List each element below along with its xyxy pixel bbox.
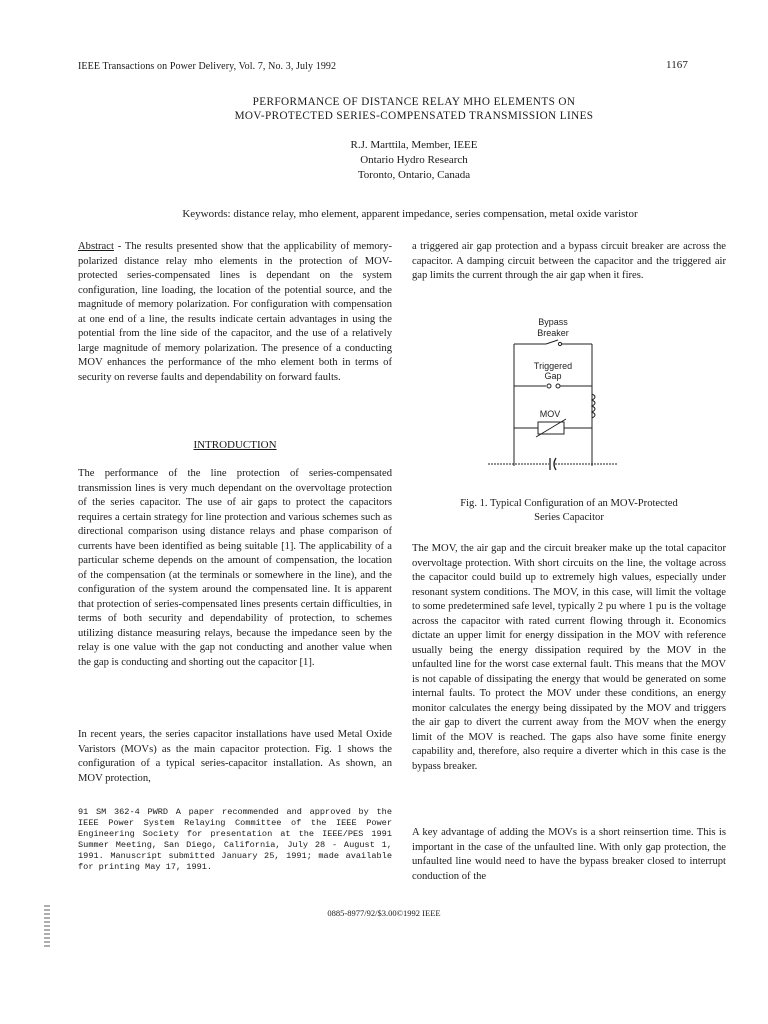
gap-label-1: Triggered xyxy=(533,361,573,371)
keywords: Keywords: distance relay, mho element, apparent impedance, series compensation, metal oxide varistor xyxy=(182,208,638,220)
section-heading-introduction xyxy=(78,439,392,451)
abstract-label: Abstract xyxy=(78,241,114,252)
footnote: 91 SM 362-4 PWRD A paper recommended and approved by the IEEE Power System Relaying Committee of the IEEE Power Engineering Society for presentation at the IEEE/PES 1991 Summer Meeting, San Diego, California, July 28 - August 1, 1991. Manuscript submitted January 25, 1991; made available for printing May 17, 1991. xyxy=(78,807,392,872)
gap-electrode-right xyxy=(556,384,560,388)
breaker-contact xyxy=(546,340,558,344)
introduction-paragraph-1 xyxy=(78,467,392,670)
intro-para-1-text: The performance of the line protection of series-compensated transmission lines is very much dependant on the overvoltage protection of the series capacitor. The use of air gaps to protect the capacitors requires a certain strategy for line protection and various schemes such as directional comparison using distance relays and phase comparison of currents have been identified as being suitable [1]. The applicability of a particular scheme depends on the amount of compensation, the location of the compensation (at the terminals or somewhere in the line), and the configuration of the system around the compensated line. It is apparent that protection of series-compensated lines presents certain difficulties, in terms of both security and dependability of protection, to schemes utilizing distance measuring relays, because the impedance seen by the relay is one value with the gap not conducting and another value when the gap is conducting and shorting out the capacitor [1]. xyxy=(78,468,392,668)
figure-1-circuit-diagram xyxy=(488,316,618,471)
author-affiliation: Ontario Hydro Research xyxy=(360,154,468,166)
abstract-text: - The results presented show that the applicability of memory-polarized distance relay mho elements in the protection of MOV-protected series-compensated lines is dependant on the system configuration, line loading, the location of the potential source, and the magnitude of memory polarization. For configuration with compensation at one end of a line, the results indicate certain advantages in using the potential from the line side of the capacitor, and the use of a relatively large magnitude of memory polarization. The presence of a conducting MOV enhances the performance of the mho element both in terms of security on reverse faults and dependability on forward faults. xyxy=(78,241,392,383)
bypass-label-1: Bypass xyxy=(538,317,568,327)
right-para-1-text: a triggered air gap protection and a bypass circuit breaker are across the capacitor. A damping circuit between the capacitor and the triggered air gap limits the current through the air gap when it fires. xyxy=(412,241,726,281)
figure-caption-line-1: Fig. 1. Typical Configuration of an MOV-Protected xyxy=(460,498,678,509)
right-paragraph-2 xyxy=(412,542,726,774)
right-paragraph-1 xyxy=(412,240,726,284)
author-name: R.J. Marttila, Member, IEEE xyxy=(350,139,478,151)
mov-label: MOV xyxy=(539,409,561,419)
copyright-code: 0885-8977/92/$3.00©1992 IEEE xyxy=(327,908,441,918)
introduction-paragraph-2 xyxy=(78,728,392,786)
abstract xyxy=(78,240,392,385)
title-line-1: PERFORMANCE OF DISTANCE RELAY MHO ELEMENTS ON xyxy=(252,96,576,108)
gap-electrode-left xyxy=(547,384,551,388)
title-line-2: MOV-PROTECTED SERIES-COMPENSATED TRANSMISSION LINES xyxy=(234,110,594,122)
right-para-2-text: The MOV, the air gap and the circuit breaker make up the total capacitor overvoltage protection. With short circuits on the line, the voltage across the capacitor could build up to extremely high values, especially under resonant system conditions. The MOV, in this case, will limit the voltage to some predetermined safe level, typically 2 pu where 1 pu is the voltage across the capacitor with rated current flowing through it. Economics dictate an upper limit for energy dissipation in the MOV with reference usually being the energy dissipation required by the MOV in the unfaulted line for the worst case external fault. This means that the MOV is not capable of dissipating the energy that would be generated on some internal faults. To protect the MOV under these conditions, an energy monitor calculates the energy being dissipated by the MOV and triggers the air gap to divert the current away from the MOV when the energy limit of the MOV is reached. The gaps also have some finite energy capability and, therefore, also require a diverter which in this case is the bypass breaker. xyxy=(412,543,726,772)
journal-citation: IEEE Transactions on Power Delivery, Vol. 7, No. 3, July 1992 xyxy=(78,61,337,72)
right-paragraph-3 xyxy=(412,826,726,884)
right-para-3-text: A key advantage of adding the MOVs is a short reinsertion time. This is important in the case of the unfaulted line. With only gap protection, the unfaulted line would need to have the bypass breaker closed to interrupt conduction of the xyxy=(412,827,726,882)
introduction-heading: INTRODUCTION xyxy=(193,439,277,451)
circuit-svg xyxy=(488,316,618,471)
paper-title xyxy=(120,95,708,123)
figure-1-caption xyxy=(412,497,726,525)
author-block xyxy=(120,138,708,183)
scan-margin-mark xyxy=(44,905,50,947)
gap-label-2: Gap xyxy=(544,371,562,381)
intro-para-2-text: In recent years, the series capacitor installations have used Metal Oxide Varistors (MOVs) as the main capacitor protection. Fig. 1 shows the configuration of a typical series-capacitor installation. As shown, an MOV protection, xyxy=(78,729,392,784)
author-location: Toronto, Ontario, Canada xyxy=(357,169,471,181)
figure-caption-line-2: Series Capacitor xyxy=(534,512,604,523)
running-head xyxy=(78,61,688,72)
breaker-terminal xyxy=(558,342,561,345)
bypass-label-2: Breaker xyxy=(537,328,569,338)
page-number: 1167 xyxy=(666,59,688,71)
